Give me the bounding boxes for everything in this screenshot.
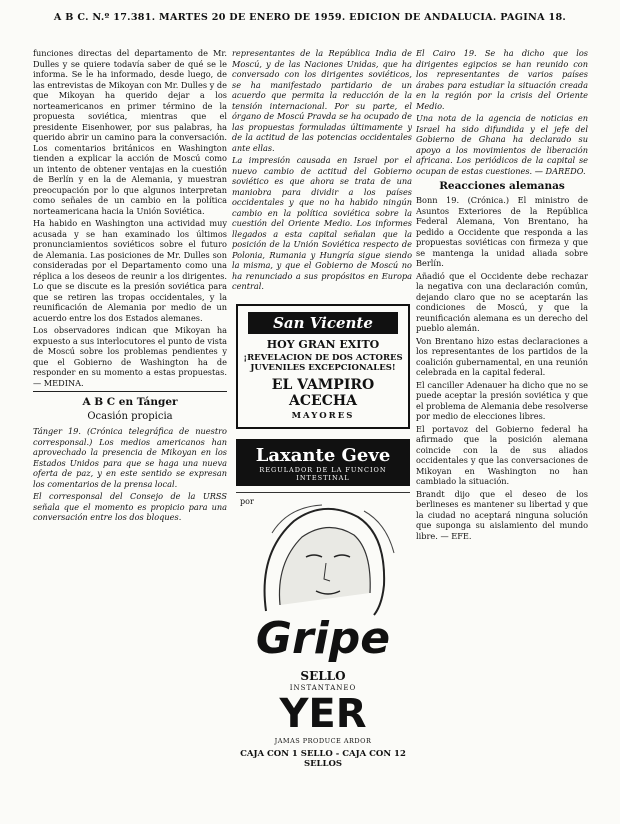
- product-tagline: REGULADOR DE LA FUNCION INTESTINAL: [259, 465, 387, 482]
- ad-line: CAJA CON 1 SELLO - CAJA CON 12 SELLOS: [240, 748, 406, 769]
- gripe-advertisement: [236, 492, 410, 779]
- laxative-advertisement: [236, 439, 410, 486]
- brand-name: YER: [279, 690, 367, 737]
- ad-headline: HOY GRAN EXITO: [266, 337, 380, 351]
- theatre-name: San Vicente: [248, 312, 398, 334]
- section-divider: [33, 391, 227, 392]
- article-paragraph: Brandt dijo que el deseo de los berlineses es mantener su libertad y que la ciudad no aceptará ninguna solución que suponga su aislamiento del mundo libre. — EFE.: [416, 488, 588, 541]
- product-name: Laxante Geve: [255, 444, 391, 466]
- film-title: EL VAMPIRO ACECHA: [271, 376, 375, 409]
- section-title-tanger: A B C en Tánger: [82, 396, 178, 408]
- article-paragraph: Von Brentano hizo estas declaraciones a los representantes de los partidos de la coalición gubernamental, en una reunión celebrada en la capital federal.: [416, 335, 588, 377]
- article-paragraph: El portavoz del Gobierno federal ha afirmado que la posición alemana coincide con la de sus aliados occidentales y que las conversaciones de Mikoyan en Washington no han cambiado la situación.: [416, 423, 588, 486]
- article-paragraph: funciones directas del departamento de Mr. Dulles y se quiere todavía saber de qué se le informa. Se le ha informado, desde luego, de las entrevistas de Mikoyan con Mr. Dulles y de que Mikoyan ha querido dejar a los norteamericanos en primer término de la propuesta soviética, mientras que el presidente Eisenhower, por sus palabras, ha querido abrir un camino para la conversación. Los comentarios británicos en Washington tienden a explicar la acción de Moscú como un intento de obtener ventajas en la cuestión de Berlín y en la de Alemania, y muestran preocupación por lo que algunos interpretan como señales de un cambio en la política norteamericana hacia la Unión Soviética.: [33, 48, 227, 216]
- ad-line: JAMAS PRODUCE ARDOR: [274, 736, 372, 745]
- ad-prefix: por: [240, 496, 254, 506]
- page-header: A B C. N.º 17.381. MARTES 20 DE ENERO DE 1959. EDICION DE ANDALUCIA. PAGINA 18.: [53, 12, 567, 23]
- article-paragraph: Añadió que el Occidente debe rechazar la negativa con una declaración común, dejando claro que no se aceptarán las condiciones de Moscú, y que la reunificación alemana es un derecho del pueblo alemán.: [416, 270, 588, 333]
- section-title-reacciones: Reacciones alemanas: [439, 180, 565, 192]
- right-column: [416, 48, 588, 814]
- article-paragraph: El canciller Adenauer ha dicho que no se puede aceptar la presión soviética y que el problema de Alemania debe resolverse por medio de elecciones libres.: [416, 379, 588, 421]
- ad-tagline: ¡REVELACION DE DOS ACTORES JUVENILES EXCEPCIONALES!: [243, 352, 403, 373]
- article-paragraph: El corresponsal del Consejo de la URSS señala que el momento es propicio para una conversación entre los dos bloques.: [33, 491, 227, 522]
- article-paragraph: La impresión causada en Israel por el nuevo cambio de actitud del Gobierno soviético es que ahora se trata de una maniobra para dividir a los países occidentales y que no ha habido ningún cambio en la política soviética sobre la cuestión del Oriente Medio. Los informes llegados a esta capital señalan que la posición de la Unión Soviética respecto de Polonia, Rumania y Hungría sigue siendo la misma, y que el Gobierno de Moscú no ha renunciado a sus propósitos en Europa central.: [232, 155, 412, 291]
- cinema-advertisement: [236, 304, 410, 429]
- ad-line: SELLO: [300, 668, 346, 683]
- ad-headline: Gripe: [255, 612, 391, 664]
- article-paragraph: representantes de la República India de Moscú, y de las Naciones Unidas, que ha conversado con los dirigentes soviéticos, se ha manifestado partidario de un acuerdo que permita la reducción de la tensión internacional. Por su parte, el órgano de Moscú Pravda se ha ocupado de las propuestas formuladas últimamente y de la actitud de las potencias occidentales ante ellas.: [232, 48, 412, 153]
- film-rating: MAYORES: [291, 410, 355, 421]
- section-subtitle: Ocasión propicia: [87, 411, 173, 422]
- middle-column: [232, 48, 412, 814]
- article-paragraph: Una nota de la agencia de noticias en Israel ha sido difundida y el jefe del Gobierno de Ghana ha declarado su apoyo a los movimientos de liberación africana. Los periódicos de la capital se ocupan de estas cuestiones. — DAREDO.: [416, 113, 588, 176]
- article-paragraph: Tánger 19. (Crónica telegráfica de nuestro corresponsal.) Los medios americanos han aprovechado la presencia de Mikoyan en los Estados Unidos para que se haga una nueva oferta de paz, y en este sentido se expresan los comentarios de la prensa local.: [33, 426, 227, 489]
- article-paragraph: Bonn 19. (Crónica.) El ministro de Asuntos Exteriores de la República Federal Alemana, Von Brentano, ha pedido a Occidente que responda a las propuestas soviéticas con firmeza y que se mantenga la unidad aliada sobre Berlín.: [416, 195, 588, 268]
- ad-line: INSTANTANEO: [289, 683, 357, 692]
- article-paragraph: El Cairo 19. Se ha dicho que los dirigentes egipcios se han reunido con los representantes de varios países árabes para estudiar la situación creada en la región por la crisis del Oriente Medio.: [416, 48, 588, 111]
- article-paragraph: Ha habido en Washington una actividad muy acusada y se han examinado los últimos pronunciamientos soviéticos sobre el futuro de Alemania. Las posiciones de Mr. Dulles son consideradas por el Departamento como una réplica a los deseos de reunir a los dirigentes. Lo que se discute es la presión soviética para que se retiren las tropas occidentales, y la reunificación de Alemania por medio de un acuerdo entre los dos Estados alemanes.: [33, 218, 227, 323]
- left-column: [33, 48, 227, 814]
- woman-illustration-icon: [236, 493, 412, 623]
- article-paragraph: Los observadores indican que Mikoyan ha expuesto a sus interlocutores el punto de vista de Moscú sobre los problemas pendientes y que el Gobierno de Washington ha de responder en su momento a estas propuestas. — MEDINA.: [33, 325, 227, 388]
